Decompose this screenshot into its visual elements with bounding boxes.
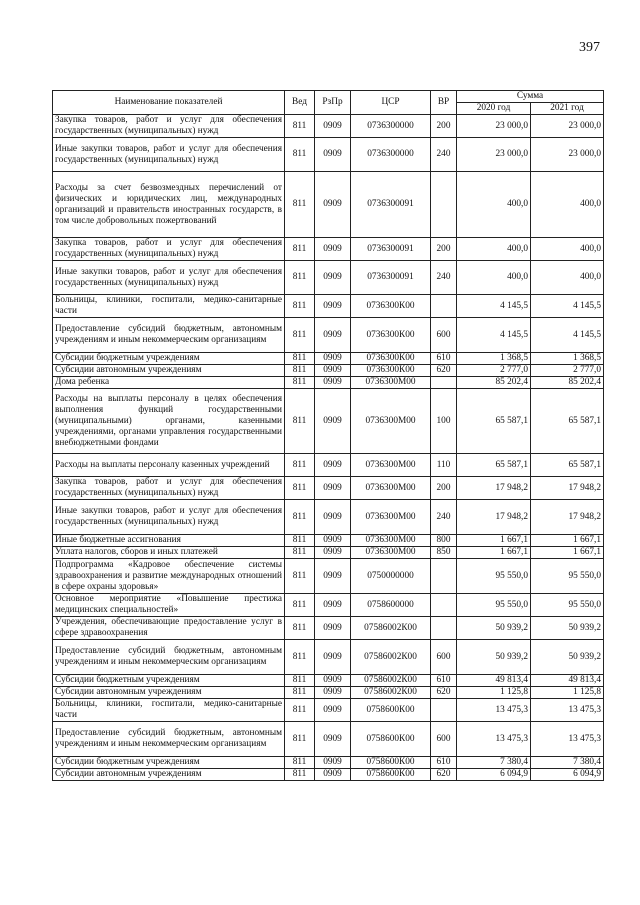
row-sum-2021: 7 380,4 <box>531 757 604 769</box>
row-rzpr: 0909 <box>315 722 351 757</box>
row-rzpr: 0909 <box>315 238 351 261</box>
row-vr: 600 <box>431 722 457 757</box>
row-rzpr: 0909 <box>315 675 351 687</box>
row-name: Подпрограмма «Кадровое обеспечение системы здравоохранения и развитие международных отношений в сфере охраны здоровья» <box>53 559 285 594</box>
table-row <box>53 687 604 699</box>
row-rzpr: 0909 <box>315 477 351 500</box>
row-sum-2020: 2 777,0 <box>457 365 531 377</box>
row-vr: 850 <box>431 547 457 559</box>
row-vr: 610 <box>431 353 457 365</box>
header-2020: 2020 год <box>457 103 531 115</box>
row-csr: 0736300091 <box>351 261 431 295</box>
row-vr: 200 <box>431 477 457 500</box>
row-sum-2021: 23 000,0 <box>531 115 604 138</box>
row-vr: 200 <box>431 115 457 138</box>
row-sum-2020: 1 125,8 <box>457 687 531 699</box>
header-rzpr: РзПр <box>315 91 351 115</box>
row-sum-2021: 50 939,2 <box>531 617 604 640</box>
row-csr: 0736300М00 <box>351 535 431 547</box>
row-name: Учреждения, обеспечивающие предоставление услуг в сфере здравоохранения <box>53 617 285 640</box>
row-sum-2021: 23 000,0 <box>531 138 604 172</box>
row-sum-2021: 1 667,1 <box>531 547 604 559</box>
table-row <box>53 353 604 365</box>
row-sum-2021: 1 125,8 <box>531 687 604 699</box>
row-rzpr: 0909 <box>315 261 351 295</box>
row-rzpr: 0909 <box>315 769 351 781</box>
row-vr: 200 <box>431 238 457 261</box>
row-ved: 811 <box>285 617 315 640</box>
row-sum-2021: 13 475,3 <box>531 722 604 757</box>
row-name: Иные закупки товаров, работ и услуг для обеспечения государственных (муниципальных) нужд <box>53 138 285 172</box>
row-csr: 0736300М00 <box>351 389 431 454</box>
row-sum-2021: 50 939,2 <box>531 640 604 675</box>
table-row <box>53 617 604 640</box>
row-csr: 0758600К00 <box>351 722 431 757</box>
row-rzpr: 0909 <box>315 295 351 318</box>
row-csr: 0736300М00 <box>351 477 431 500</box>
row-vr: 240 <box>431 261 457 295</box>
row-sum-2020: 50 939,2 <box>457 640 531 675</box>
table-row <box>53 535 604 547</box>
row-sum-2021: 95 550,0 <box>531 559 604 594</box>
row-name: Субсидии бюджетным учреждениям <box>53 353 285 365</box>
row-sum-2021: 65 587,1 <box>531 454 604 477</box>
row-sum-2020: 1 667,1 <box>457 535 531 547</box>
row-name: Субсидии бюджетным учреждениям <box>53 675 285 687</box>
row-vr <box>431 699 457 722</box>
table-row <box>53 757 604 769</box>
row-ved: 811 <box>285 757 315 769</box>
row-sum-2020: 1 368,5 <box>457 353 531 365</box>
row-vr: 800 <box>431 535 457 547</box>
row-vr <box>431 377 457 389</box>
row-sum-2020: 17 948,2 <box>457 500 531 535</box>
row-sum-2020: 400,0 <box>457 172 531 238</box>
table-row <box>53 594 604 617</box>
table-row <box>53 675 604 687</box>
row-csr: 07586002К00 <box>351 687 431 699</box>
row-vr: 240 <box>431 500 457 535</box>
row-name: Расходы на выплаты персоналу в целях обеспечения выполнения функций государственными (муниципальными) органами, казенными учреждениями, органами управления государственными внебюджетными фондами <box>53 389 285 454</box>
budget-table <box>52 90 604 781</box>
row-sum-2021: 95 550,0 <box>531 594 604 617</box>
row-csr: 0736300М00 <box>351 454 431 477</box>
table-row <box>53 138 604 172</box>
page-number: 397 <box>579 40 600 55</box>
table-row <box>53 389 604 454</box>
row-rzpr: 0909 <box>315 640 351 675</box>
table-row <box>53 559 604 594</box>
row-vr: 610 <box>431 675 457 687</box>
row-name: Субсидии автономным учреждениям <box>53 365 285 377</box>
row-ved: 811 <box>285 722 315 757</box>
row-ved: 811 <box>285 477 315 500</box>
table-row <box>53 318 604 353</box>
row-rzpr: 0909 <box>315 115 351 138</box>
row-name: Больницы, клиники, госпитали, медико-санитарные части <box>53 699 285 722</box>
row-vr: 600 <box>431 640 457 675</box>
row-sum-2020: 7 380,4 <box>457 757 531 769</box>
table-body <box>53 115 604 781</box>
row-name: Иные закупки товаров, работ и услуг для обеспечения государственных (муниципальных) нужд <box>53 500 285 535</box>
row-sum-2021: 2 777,0 <box>531 365 604 377</box>
row-ved: 811 <box>285 687 315 699</box>
table-row <box>53 295 604 318</box>
row-rzpr: 0909 <box>315 617 351 640</box>
row-name: Иные закупки товаров, работ и услуг для обеспечения государственных (муниципальных) нужд <box>53 261 285 295</box>
row-ved: 811 <box>285 115 315 138</box>
row-ved: 811 <box>285 353 315 365</box>
row-ved: 811 <box>285 172 315 238</box>
row-csr: 0750000000 <box>351 559 431 594</box>
row-vr: 240 <box>431 138 457 172</box>
row-sum-2020: 4 145,5 <box>457 295 531 318</box>
row-sum-2020: 65 587,1 <box>457 389 531 454</box>
row-rzpr: 0909 <box>315 687 351 699</box>
row-sum-2020: 400,0 <box>457 261 531 295</box>
row-vr: 620 <box>431 365 457 377</box>
table-row <box>53 699 604 722</box>
row-ved: 811 <box>285 699 315 722</box>
header-2021: 2021 год <box>531 103 604 115</box>
row-sum-2020: 17 948,2 <box>457 477 531 500</box>
row-sum-2020: 1 667,1 <box>457 547 531 559</box>
row-ved: 811 <box>285 535 315 547</box>
row-rzpr: 0909 <box>315 365 351 377</box>
row-csr: 0736300М00 <box>351 547 431 559</box>
row-csr: 0736300091 <box>351 238 431 261</box>
row-name: Закупка товаров, работ и услуг для обеспечения государственных (муниципальных) нужд <box>53 115 285 138</box>
row-vr: 620 <box>431 687 457 699</box>
row-sum-2020: 400,0 <box>457 238 531 261</box>
row-name: Субсидии автономным учреждениям <box>53 769 285 781</box>
row-name: Больницы, клиники, госпитали, медико-санитарные части <box>53 295 285 318</box>
table-row <box>53 500 604 535</box>
row-rzpr: 0909 <box>315 757 351 769</box>
row-sum-2020: 4 145,5 <box>457 318 531 353</box>
row-rzpr: 0909 <box>315 389 351 454</box>
table-row <box>53 365 604 377</box>
row-csr: 0736300091 <box>351 172 431 238</box>
row-csr: 0758600К00 <box>351 769 431 781</box>
header-name: Наименование показателей <box>53 91 285 115</box>
table-row <box>53 261 604 295</box>
row-vr <box>431 172 457 238</box>
row-name: Субсидии автономным учреждениям <box>53 687 285 699</box>
table-row <box>53 722 604 757</box>
row-csr: 0758600К00 <box>351 699 431 722</box>
row-sum-2020: 85 202,4 <box>457 377 531 389</box>
row-vr: 610 <box>431 757 457 769</box>
row-rzpr: 0909 <box>315 500 351 535</box>
table-row <box>53 769 604 781</box>
row-sum-2021: 1 667,1 <box>531 535 604 547</box>
row-csr: 0736300К00 <box>351 353 431 365</box>
row-name: Закупка товаров, работ и услуг для обеспечения государственных (муниципальных) нужд <box>53 238 285 261</box>
table-row <box>53 477 604 500</box>
row-ved: 811 <box>285 365 315 377</box>
row-vr: 620 <box>431 769 457 781</box>
row-vr <box>431 559 457 594</box>
row-ved: 811 <box>285 547 315 559</box>
row-sum-2021: 400,0 <box>531 172 604 238</box>
row-sum-2021: 6 094,9 <box>531 769 604 781</box>
row-ved: 811 <box>285 389 315 454</box>
row-csr: 0736300К00 <box>351 318 431 353</box>
row-ved: 811 <box>285 138 315 172</box>
row-vr <box>431 594 457 617</box>
row-ved: 811 <box>285 261 315 295</box>
row-name: Расходы на выплаты персоналу казенных учреждений <box>53 454 285 477</box>
row-rzpr: 0909 <box>315 318 351 353</box>
header-vr: ВР <box>431 91 457 115</box>
row-name: Предоставление субсидий бюджетным, автономным учреждениям и иным некоммерческим организациям <box>53 318 285 353</box>
row-ved: 811 <box>285 500 315 535</box>
row-vr <box>431 617 457 640</box>
row-sum-2020: 65 587,1 <box>457 454 531 477</box>
row-sum-2021: 1 368,5 <box>531 353 604 365</box>
row-ved: 811 <box>285 377 315 389</box>
table-row <box>53 377 604 389</box>
row-sum-2021: 13 475,3 <box>531 699 604 722</box>
table-row <box>53 640 604 675</box>
row-csr: 0736300М00 <box>351 500 431 535</box>
table-row <box>53 172 604 238</box>
row-ved: 811 <box>285 454 315 477</box>
row-rzpr: 0909 <box>315 535 351 547</box>
header-csr: ЦСР <box>351 91 431 115</box>
row-sum-2020: 49 813,4 <box>457 675 531 687</box>
table-row <box>53 115 604 138</box>
row-sum-2020: 23 000,0 <box>457 115 531 138</box>
table-row <box>53 238 604 261</box>
row-sum-2020: 13 475,3 <box>457 722 531 757</box>
row-sum-2021: 17 948,2 <box>531 477 604 500</box>
row-ved: 811 <box>285 238 315 261</box>
row-vr: 110 <box>431 454 457 477</box>
row-rzpr: 0909 <box>315 454 351 477</box>
header-sum: Сумма <box>457 91 604 103</box>
header-ved: Вед <box>285 91 315 115</box>
row-rzpr: 0909 <box>315 559 351 594</box>
row-name: Основное мероприятие «Повышение престижа медицинских специальностей» <box>53 594 285 617</box>
row-rzpr: 0909 <box>315 172 351 238</box>
row-ved: 811 <box>285 295 315 318</box>
row-sum-2020: 95 550,0 <box>457 559 531 594</box>
table-row <box>53 454 604 477</box>
row-ved: 811 <box>285 640 315 675</box>
row-csr: 07586002К00 <box>351 617 431 640</box>
row-name: Уплата налогов, сборов и иных платежей <box>53 547 285 559</box>
row-rzpr: 0909 <box>315 353 351 365</box>
row-ved: 811 <box>285 769 315 781</box>
row-name: Иные бюджетные ассигнования <box>53 535 285 547</box>
row-sum-2021: 49 813,4 <box>531 675 604 687</box>
row-rzpr: 0909 <box>315 547 351 559</box>
row-name: Предоставление субсидий бюджетным, автономным учреждениям и иным некоммерческим организациям <box>53 640 285 675</box>
row-csr: 0736300000 <box>351 138 431 172</box>
row-csr: 0758600000 <box>351 594 431 617</box>
row-vr: 100 <box>431 389 457 454</box>
row-name: Дома ребенка <box>53 377 285 389</box>
row-sum-2021: 400,0 <box>531 238 604 261</box>
row-sum-2020: 6 094,9 <box>457 769 531 781</box>
row-csr: 07586002К00 <box>351 675 431 687</box>
row-csr: 0758600К00 <box>351 757 431 769</box>
row-name: Предоставление субсидий бюджетным, автономным учреждениям и иным некоммерческим организациям <box>53 722 285 757</box>
row-vr <box>431 295 457 318</box>
row-rzpr: 0909 <box>315 699 351 722</box>
row-sum-2020: 50 939,2 <box>457 617 531 640</box>
row-sum-2020: 13 475,3 <box>457 699 531 722</box>
table-row <box>53 547 604 559</box>
row-rzpr: 0909 <box>315 594 351 617</box>
row-ved: 811 <box>285 559 315 594</box>
row-csr: 0736300М00 <box>351 377 431 389</box>
row-ved: 811 <box>285 675 315 687</box>
row-ved: 811 <box>285 318 315 353</box>
row-name: Расходы за счет безвозмездных перечислений от физических и юридических лиц, международных организаций и правительств иностранных государств, в том числе добровольных пожертвований <box>53 172 285 238</box>
row-rzpr: 0909 <box>315 377 351 389</box>
row-sum-2021: 85 202,4 <box>531 377 604 389</box>
row-sum-2021: 4 145,5 <box>531 318 604 353</box>
row-name: Закупка товаров, работ и услуг для обеспечения государственных (муниципальных) нужд <box>53 477 285 500</box>
row-ved: 811 <box>285 594 315 617</box>
row-name: Субсидии бюджетным учреждениям <box>53 757 285 769</box>
row-sum-2020: 95 550,0 <box>457 594 531 617</box>
row-csr: 07586002К00 <box>351 640 431 675</box>
row-sum-2021: 17 948,2 <box>531 500 604 535</box>
row-sum-2021: 65 587,1 <box>531 389 604 454</box>
row-csr: 0736300000 <box>351 115 431 138</box>
row-sum-2021: 4 145,5 <box>531 295 604 318</box>
row-csr: 0736300К00 <box>351 295 431 318</box>
row-rzpr: 0909 <box>315 138 351 172</box>
row-sum-2021: 400,0 <box>531 261 604 295</box>
row-vr: 600 <box>431 318 457 353</box>
row-csr: 0736300К00 <box>351 365 431 377</box>
row-sum-2020: 23 000,0 <box>457 138 531 172</box>
